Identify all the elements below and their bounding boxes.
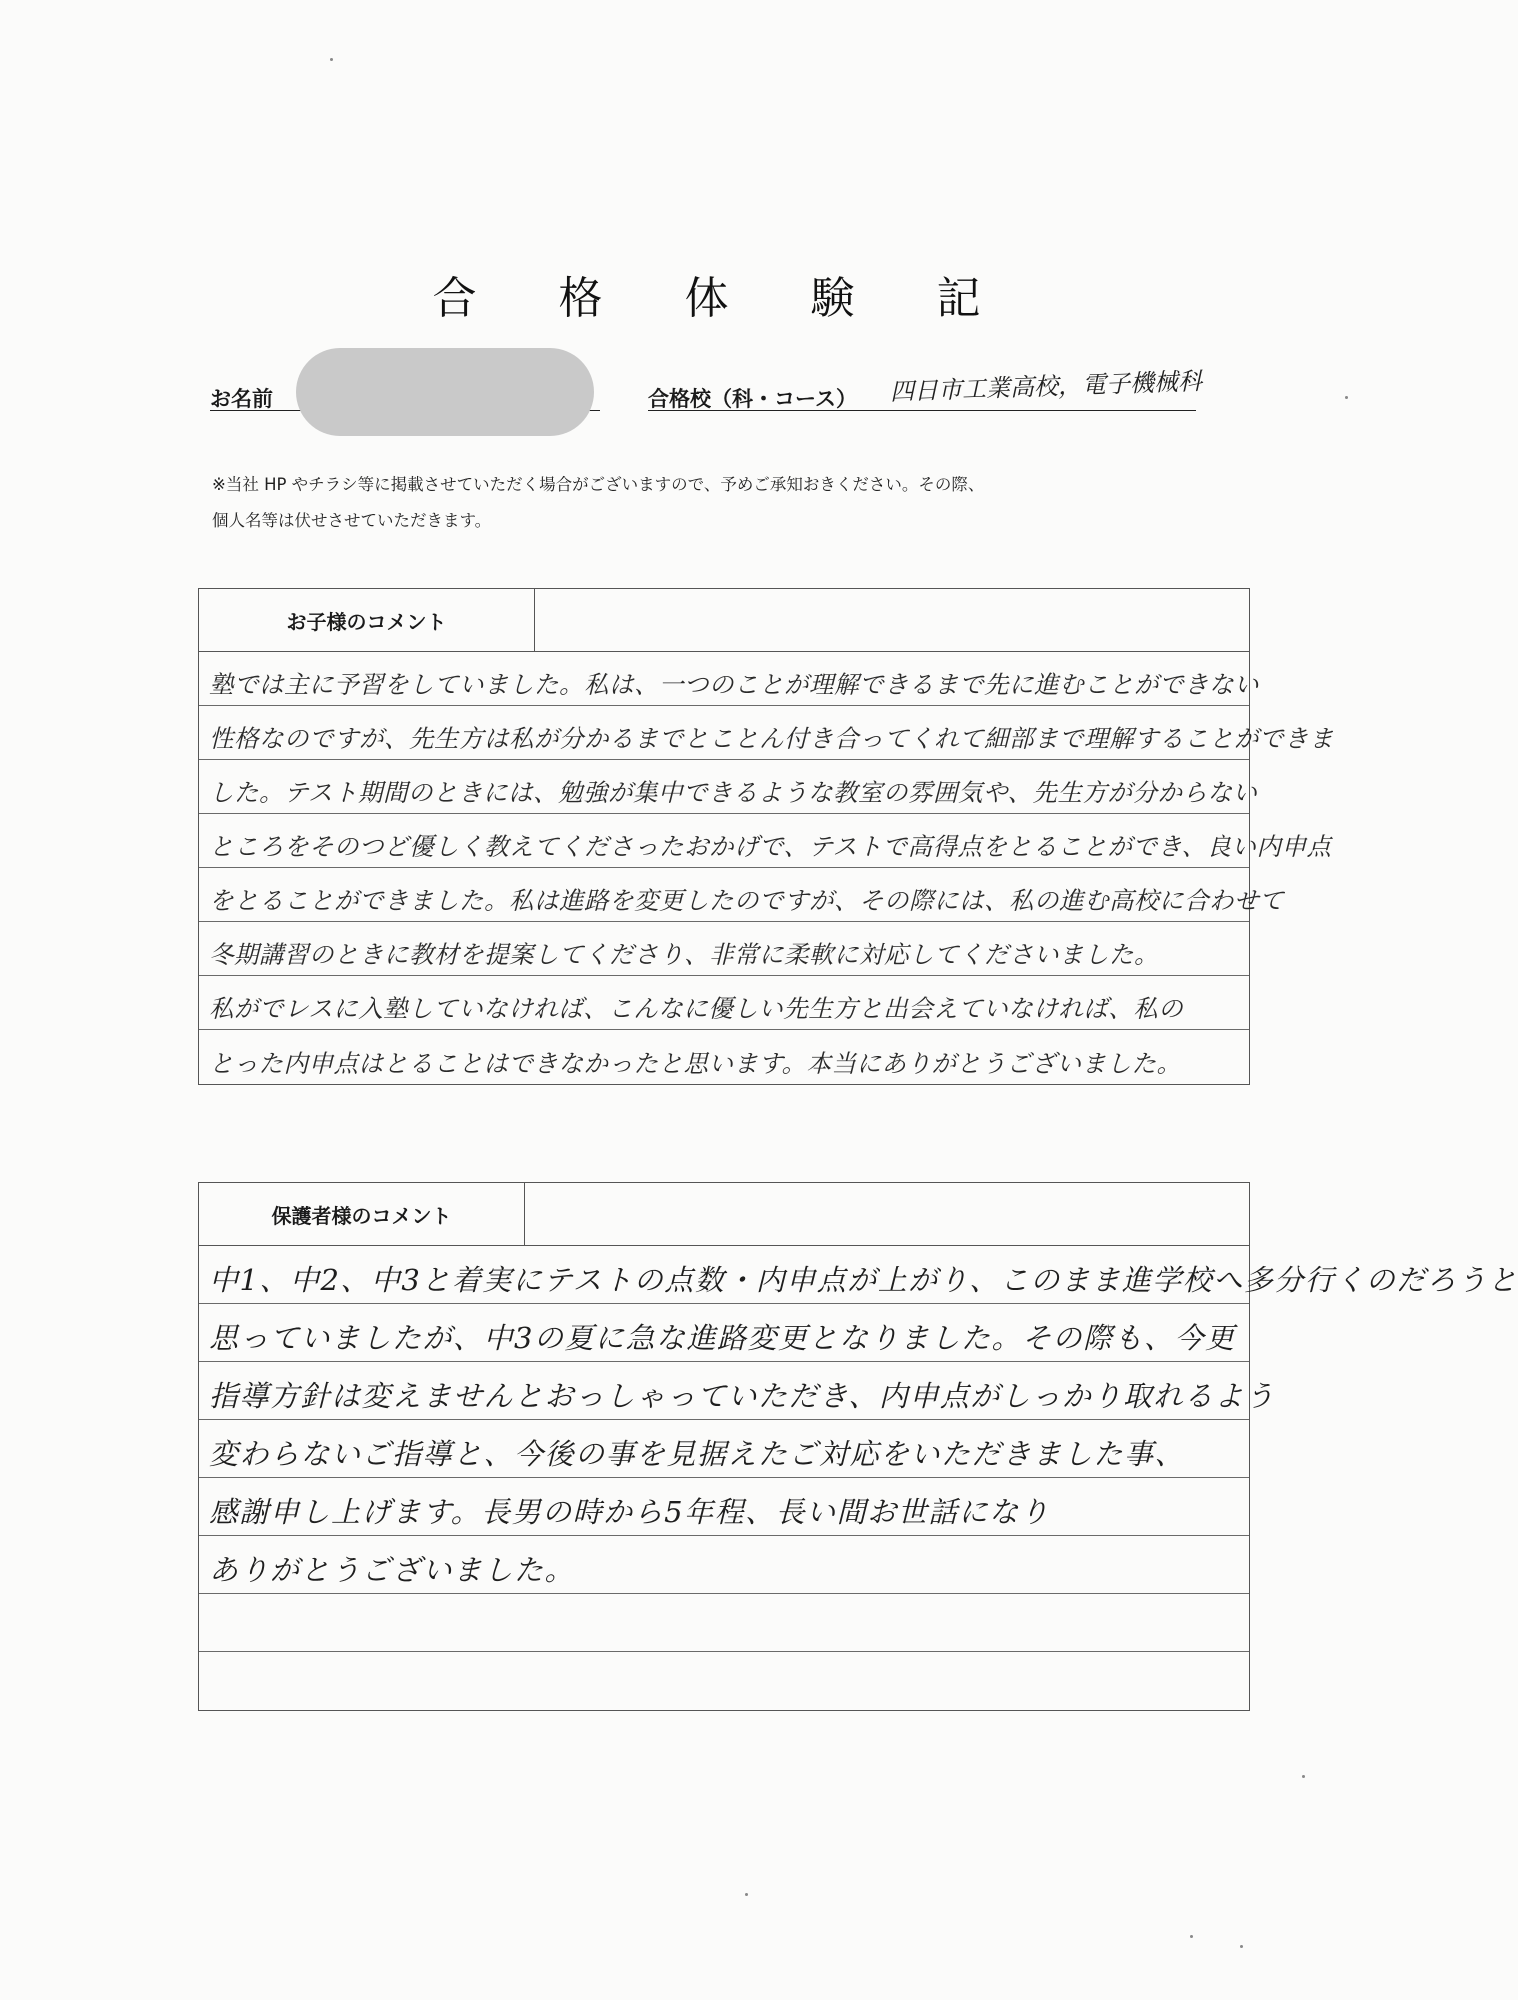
comment-line-text: 感謝申し上げます。長男の時から5年程、長い間お世話になり xyxy=(209,1495,1051,1529)
comment-line xyxy=(199,1594,1249,1652)
parent-comment-box xyxy=(198,1182,1518,1711)
scan-speck xyxy=(1345,396,1348,399)
comment-line-text: 中1、中2、中3と着実にテストの点数・内申点が上がり、このまま進学校へ多分行くのだろうと xyxy=(209,1263,1518,1297)
parent-comment-label: 保護者様のコメント xyxy=(199,1183,525,1245)
scan-speck xyxy=(745,1893,748,1896)
comment-line-text: 塾では主に予習をしていました。私は、一つのことが理解できるまで先に進むことができない xyxy=(209,670,1259,699)
child-comment-rows xyxy=(199,652,1334,1084)
comment-line-text: 変わらないご指導と、今後の事を見据えたご対応をいただきました事、 xyxy=(209,1437,1186,1471)
comment-line xyxy=(199,760,1258,814)
comment-line xyxy=(199,706,1334,760)
comment-line xyxy=(199,1304,1249,1362)
comment-line xyxy=(199,1536,1249,1594)
comment-line xyxy=(199,814,1332,868)
page-title: 合 格 体 験 記 xyxy=(432,273,1015,324)
comment-line xyxy=(199,1030,1249,1084)
publication-notice xyxy=(212,467,1212,539)
child-comment-label: お子様のコメント xyxy=(199,589,535,651)
comment-line xyxy=(199,868,1284,922)
comment-line-text: した。テスト期間のときには、勉強が集中できるような教室の雰囲気や、先生方が分からない xyxy=(209,778,1258,807)
scan-speck xyxy=(1190,1935,1193,1938)
scan-speck xyxy=(330,58,333,61)
comment-line xyxy=(199,922,1249,976)
school-field-line xyxy=(648,410,1196,411)
parent-comment-header xyxy=(199,1183,1249,1246)
notice-line-2: 個人名等は伏せさせていただきます。 xyxy=(212,511,492,530)
comment-line xyxy=(199,976,1249,1030)
notice-line-1: ※当社 HP やチラシ等に掲載させていただく場合がございますので、予めご承知おきください。その際、 xyxy=(212,475,985,494)
comment-line xyxy=(199,652,1259,706)
child-comment-header xyxy=(199,589,1249,652)
comment-line-text: 思っていましたが、中3の夏に急な進路変更となりました。その際も、今更 xyxy=(209,1321,1236,1355)
comment-line xyxy=(199,1478,1249,1536)
school-label: 合格校（科・コース） xyxy=(648,387,857,411)
child-comment-box xyxy=(198,588,1334,1085)
comment-line-text: ところをそのつど優しく教えてくださったおかげで、テストで高得点をとることができ、良い内申点 xyxy=(209,832,1332,861)
name-label: お名前 xyxy=(210,387,273,411)
scan-speck xyxy=(1302,1775,1305,1778)
comment-line-text: 冬期講習のときに教材を提案してくださり、非常に柔軟に対応してくださいました。 xyxy=(209,940,1159,969)
scan-speck xyxy=(1240,1945,1243,1948)
comment-line-text: ありがとうございました。 xyxy=(209,1553,576,1587)
comment-line xyxy=(199,1362,1276,1420)
parent-comment-rows xyxy=(199,1246,1518,1710)
comment-line xyxy=(199,1246,1518,1304)
comment-line xyxy=(199,1420,1249,1478)
name-redaction-mask xyxy=(296,348,594,436)
comment-line xyxy=(199,1652,1249,1710)
comment-line-text: をとることができました。私は進路を変更したのですが、その際には、私の進む高校に合わせて xyxy=(209,886,1284,915)
comment-line-text: 性格なのですが、先生方は私が分かるまでとことん付き合ってくれて細部まで理解することができま xyxy=(209,724,1334,753)
comment-line-text: とった内申点はとることはできなかったと思います。本当にありがとうございました。 xyxy=(209,1049,1182,1078)
comment-line-text: 私がでレスに入塾していなければ、こんなに優しい先生方と出会えていなければ、私の xyxy=(209,994,1184,1023)
comment-line-text: 指導方針は変えませんとおっしゃっていただき、内申点がしっかり取れるよう xyxy=(209,1379,1276,1413)
school-value-handwritten: 四日市工業高校，電子機械科 xyxy=(889,367,1203,406)
